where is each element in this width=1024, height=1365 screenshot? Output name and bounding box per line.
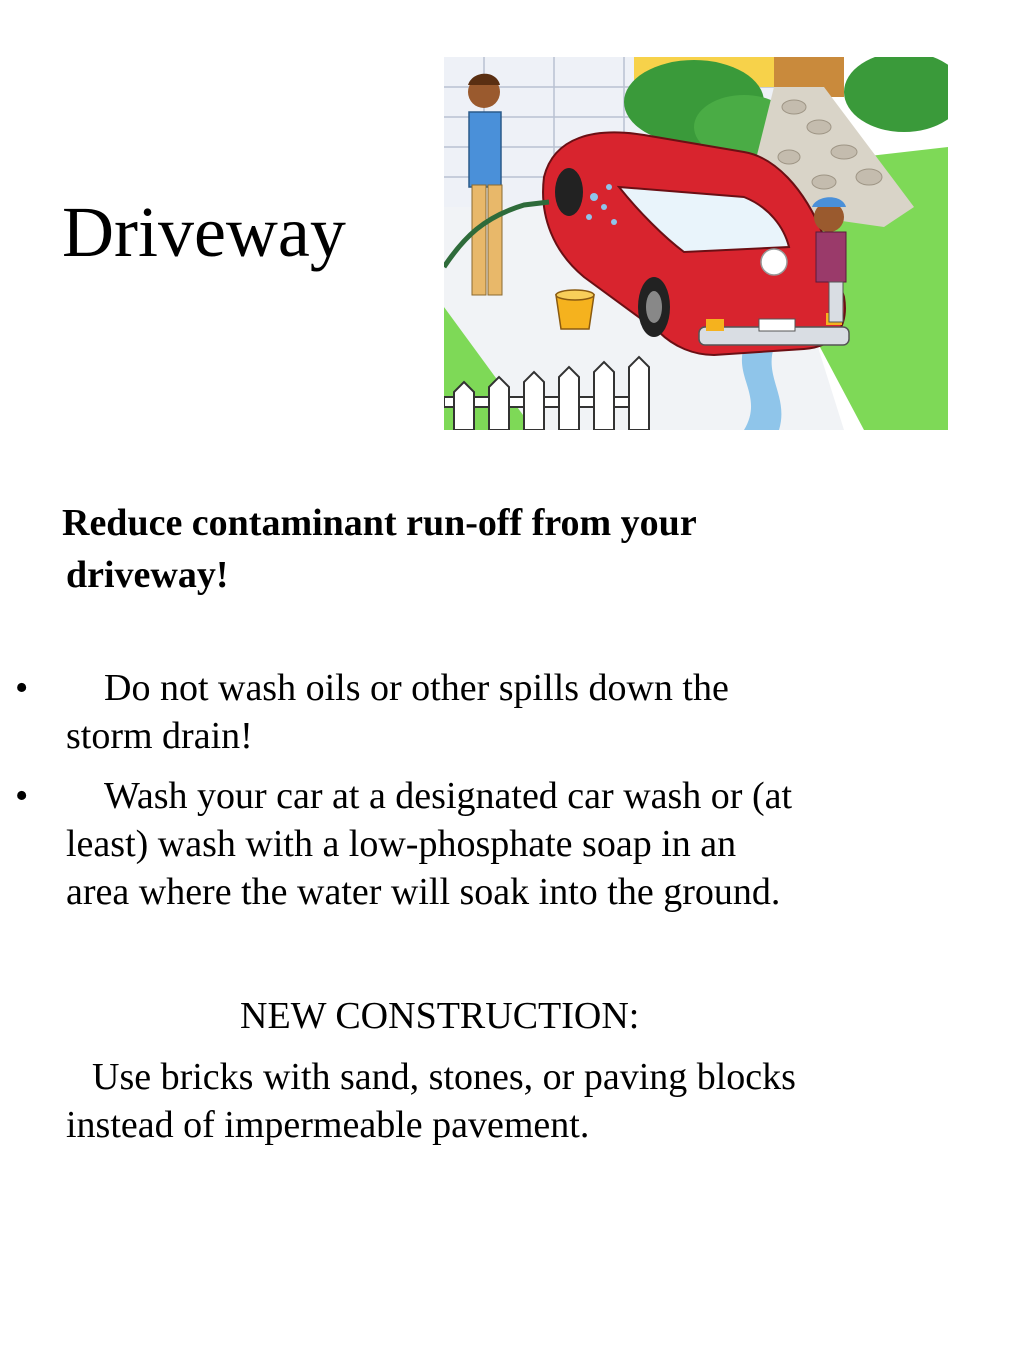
subheading: [62, 497, 882, 601]
bullet-line: least) wash with a low-phosphate soap in an: [66, 823, 737, 865]
car-wash-illustration: [444, 57, 948, 430]
page-title: Driveway: [62, 192, 346, 272]
bullet-text: [66, 664, 946, 760]
bullet-line: Do not wash oils or other spills down the: [104, 667, 729, 709]
construction-line-2: instead of impermeable pavement.: [66, 1104, 590, 1146]
bullet-list: [0, 664, 1024, 928]
subheading-line-2: driveway!: [66, 554, 229, 596]
bullet-line: storm drain!: [66, 715, 253, 757]
subheading-line-1: Reduce contaminant run-off from your: [62, 502, 697, 544]
bullet-text: [66, 772, 946, 916]
construction-line-1: Use bricks with sand, stones, or paving blocks: [92, 1056, 796, 1098]
bullet-marker: •: [15, 667, 29, 709]
list-item: [0, 772, 946, 916]
bullet-line: area where the water will soak into the ground.: [66, 871, 781, 913]
bullet-marker: •: [15, 775, 29, 817]
bullet-line: Wash your car at a designated car wash or (at: [104, 775, 793, 817]
construction-heading: NEW CONSTRUCTION:: [240, 995, 640, 1037]
list-item: [0, 664, 946, 760]
construction-text: [66, 1053, 966, 1149]
